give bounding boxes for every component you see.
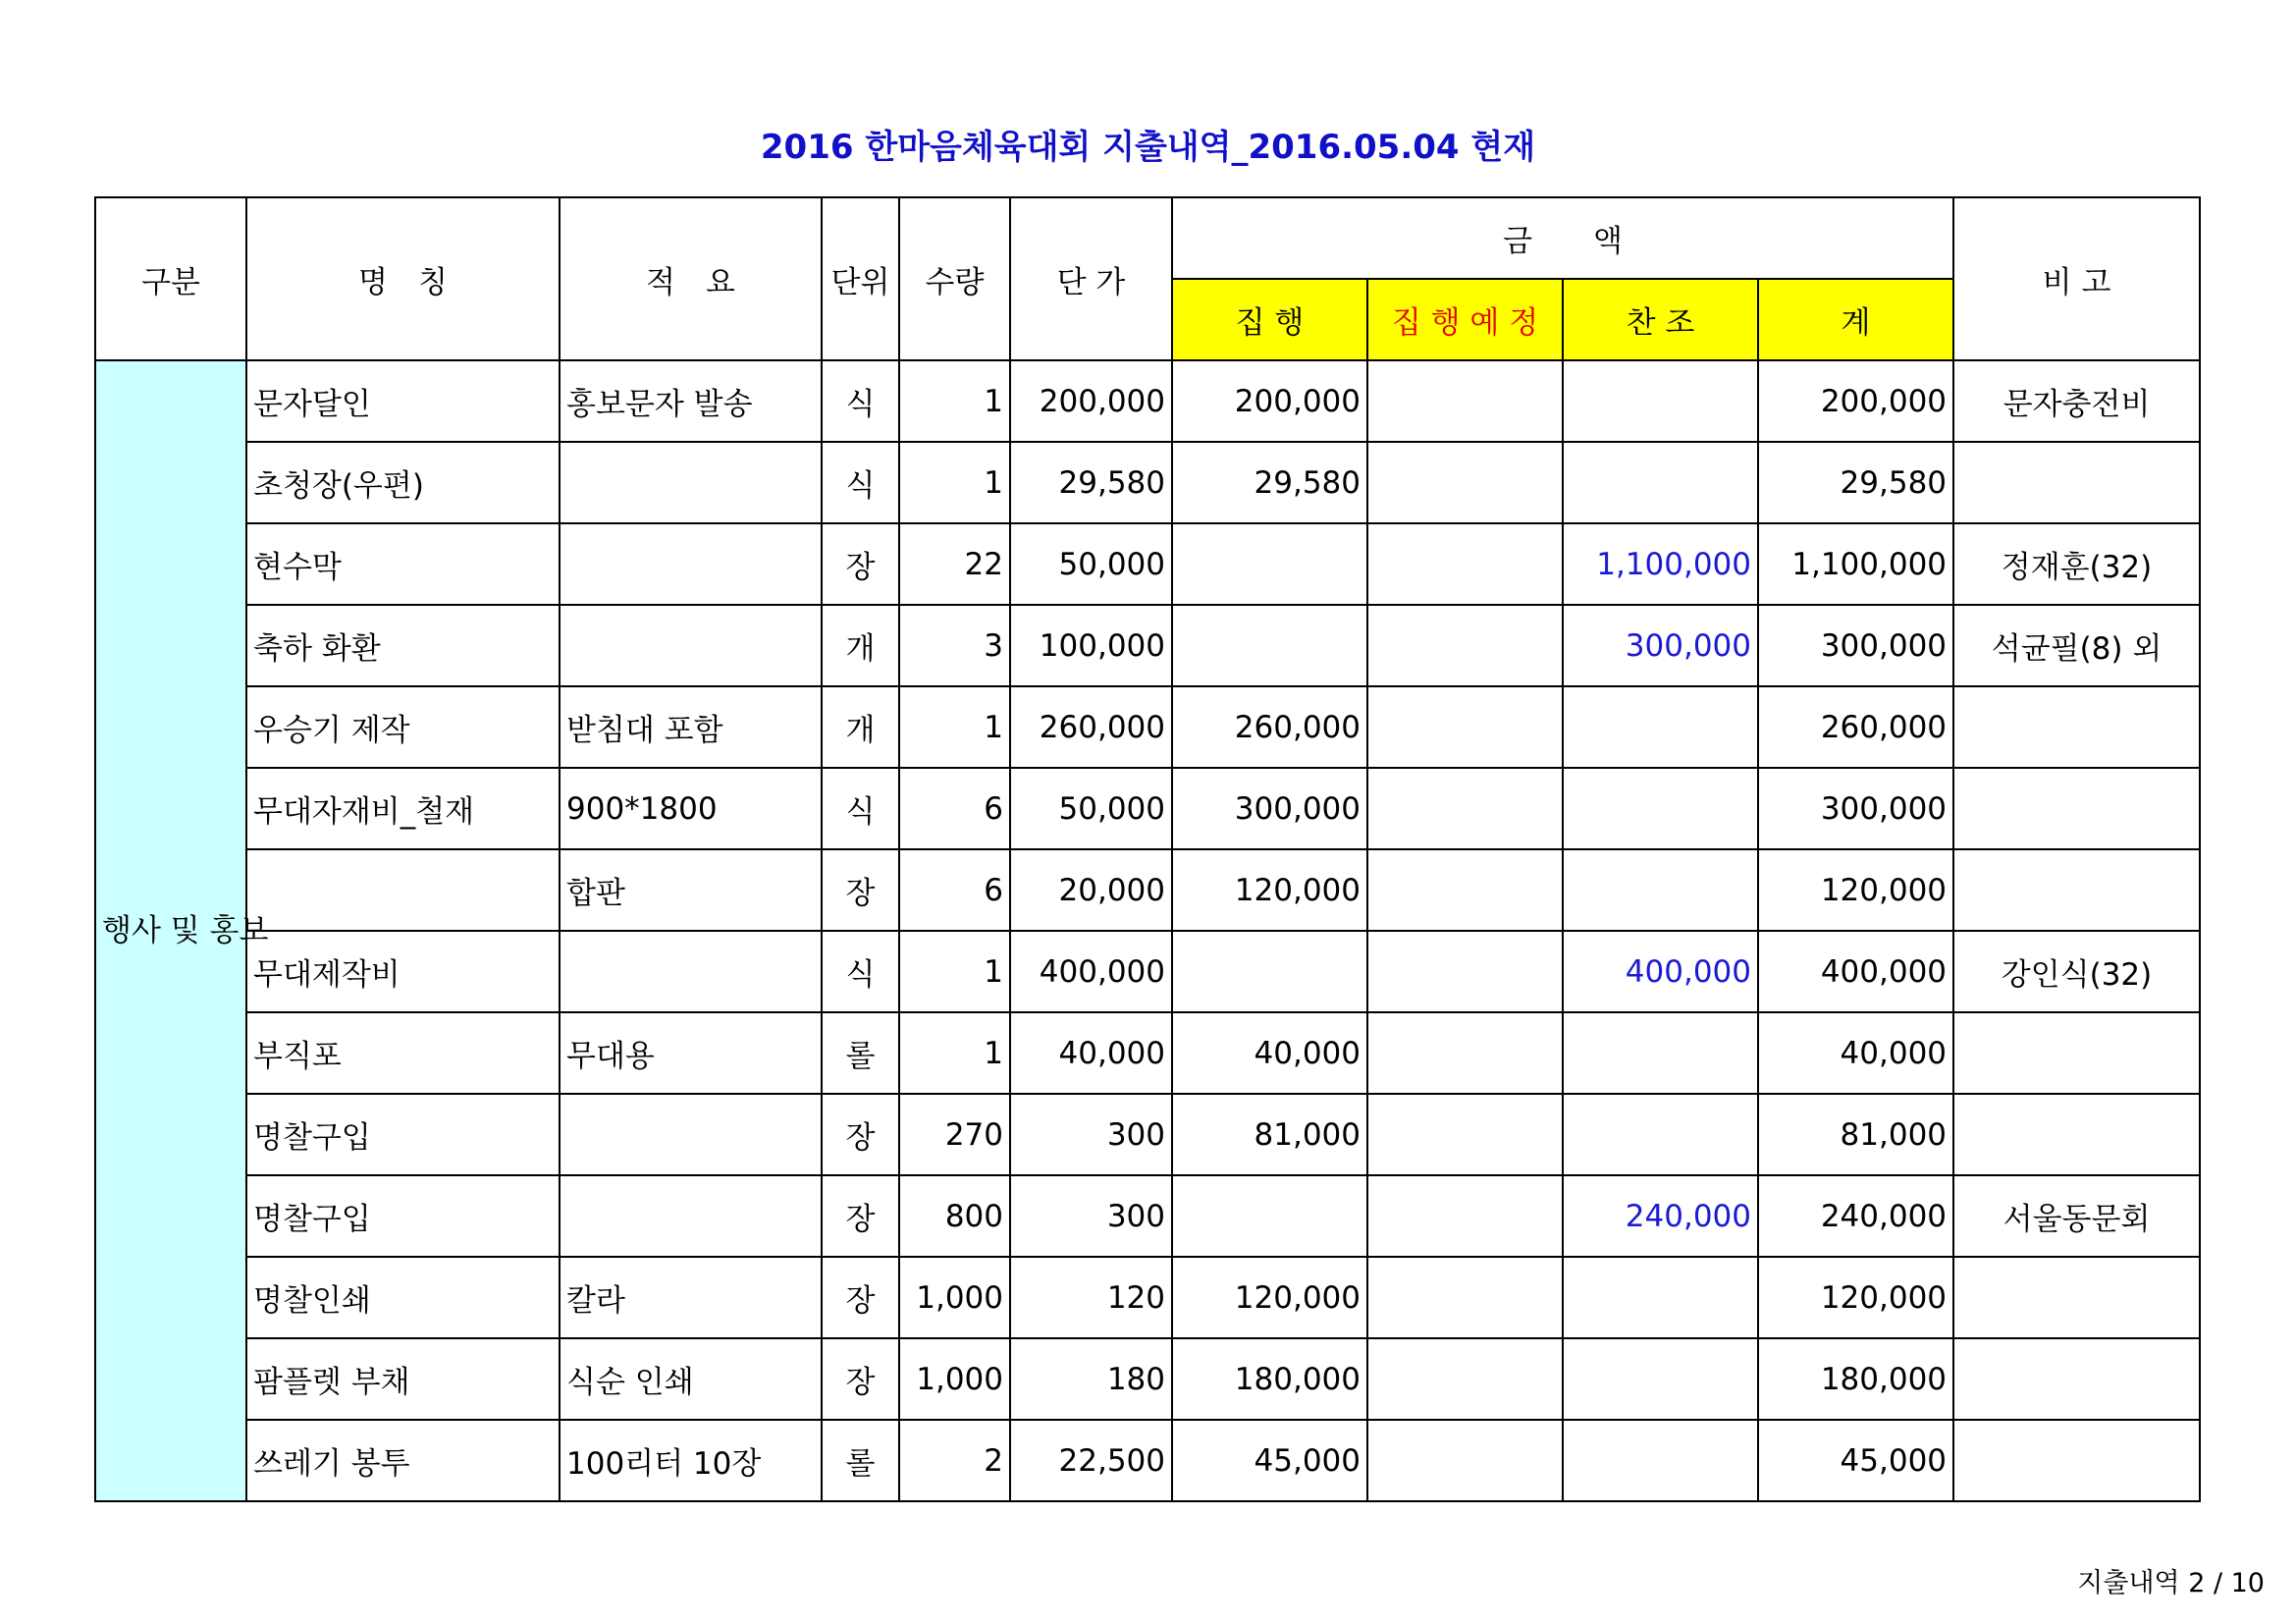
cell-price: 50,000 (1010, 523, 1172, 605)
cell-price: 22,500 (1010, 1420, 1172, 1501)
cell-total: 45,000 (1758, 1420, 1953, 1501)
cell-price: 200,000 (1010, 360, 1172, 442)
cell-qty: 1 (899, 442, 1010, 523)
cell-executed: 120,000 (1172, 849, 1367, 931)
cell-price: 400,000 (1010, 931, 1172, 1012)
cell-sponsor (1563, 849, 1758, 931)
cell-unit: 롤 (822, 1420, 899, 1501)
cell-planned (1367, 523, 1563, 605)
cell-name: 문자달인 (246, 360, 560, 442)
cell-price: 50,000 (1010, 768, 1172, 849)
cell-qty: 800 (899, 1175, 1010, 1257)
cell-planned (1367, 1094, 1563, 1175)
cell-name: 쓰레기 봉투 (246, 1420, 560, 1501)
cell-name: 현수막 (246, 523, 560, 605)
header-name: 명 칭 (246, 197, 560, 360)
cell-unit: 식 (822, 768, 899, 849)
cell-name: 초청장(우편) (246, 442, 560, 523)
cell-total: 40,000 (1758, 1012, 1953, 1094)
cell-sponsor (1563, 1094, 1758, 1175)
cell-remarks (1953, 768, 2200, 849)
cell-planned (1367, 360, 1563, 442)
cell-total: 120,000 (1758, 849, 1953, 931)
header-total: 계 (1758, 279, 1953, 360)
cell-unit: 장 (822, 1094, 899, 1175)
cell-unit: 장 (822, 849, 899, 931)
cell-executed: 45,000 (1172, 1420, 1367, 1501)
cell-remarks (1953, 686, 2200, 768)
cell-remarks: 강인식(32) (1953, 931, 2200, 1012)
cell-price: 29,580 (1010, 442, 1172, 523)
cell-unit: 개 (822, 605, 899, 686)
cell-sponsor (1563, 1338, 1758, 1420)
cell-sponsor (1563, 1257, 1758, 1338)
cell-summary (560, 442, 822, 523)
cell-remarks (1953, 442, 2200, 523)
cell-unit: 식 (822, 360, 899, 442)
cell-summary: 칼라 (560, 1257, 822, 1338)
cell-qty: 2 (899, 1420, 1010, 1501)
cell-planned (1367, 686, 1563, 768)
cell-summary (560, 1175, 822, 1257)
expense-table (94, 196, 2201, 1502)
cell-sponsor (1563, 686, 1758, 768)
cell-unit: 개 (822, 686, 899, 768)
cell-sponsor (1563, 1012, 1758, 1094)
cell-unit: 장 (822, 1338, 899, 1420)
cell-planned (1367, 1257, 1563, 1338)
cell-unit: 식 (822, 931, 899, 1012)
cell-remarks (1953, 849, 2200, 931)
cell-sponsor: 240,000 (1563, 1175, 1758, 1257)
cell-qty: 22 (899, 523, 1010, 605)
table-row (95, 849, 2200, 931)
cell-summary: 식순 인쇄 (560, 1338, 822, 1420)
page-title: 2016 한마음체육대회 지출내역_2016.05.04 현재 (760, 128, 1536, 167)
cell-price: 180 (1010, 1338, 1172, 1420)
header-amount: 금 액 (1172, 197, 1953, 279)
cell-unit: 장 (822, 523, 899, 605)
cell-remarks (1953, 1094, 2200, 1175)
cell-qty: 3 (899, 605, 1010, 686)
cell-summary (560, 523, 822, 605)
header-planned: 집 행 예 정 (1367, 279, 1563, 360)
header-category: 구분 (95, 197, 246, 360)
cell-qty: 1 (899, 931, 1010, 1012)
cell-sponsor: 400,000 (1563, 931, 1758, 1012)
cell-name: 부직포 (246, 1012, 560, 1094)
cell-price: 20,000 (1010, 849, 1172, 931)
cell-executed: 300,000 (1172, 768, 1367, 849)
header-unit: 단위 (822, 197, 899, 360)
cell-total: 1,100,000 (1758, 523, 1953, 605)
cell-name: 무대제작비 (246, 931, 560, 1012)
cell-price: 300 (1010, 1175, 1172, 1257)
cell-executed (1172, 523, 1367, 605)
category-cell: 행사 및 홍보 (95, 360, 246, 1501)
table-row (95, 523, 2200, 605)
table-row (95, 1094, 2200, 1175)
cell-summary (560, 605, 822, 686)
cell-total: 81,000 (1758, 1094, 1953, 1175)
table-row (95, 686, 2200, 768)
cell-planned (1367, 605, 1563, 686)
table-row (95, 1420, 2200, 1501)
cell-name: 명찰구입 (246, 1175, 560, 1257)
cell-name: 축하 화환 (246, 605, 560, 686)
cell-total: 200,000 (1758, 360, 1953, 442)
cell-qty: 1 (899, 360, 1010, 442)
cell-total: 300,000 (1758, 605, 1953, 686)
cell-planned (1367, 1012, 1563, 1094)
table-row (95, 1338, 2200, 1420)
cell-planned (1367, 442, 1563, 523)
cell-sponsor (1563, 360, 1758, 442)
cell-executed: 29,580 (1172, 442, 1367, 523)
table-row (95, 1175, 2200, 1257)
cell-summary (560, 1094, 822, 1175)
cell-sponsor: 300,000 (1563, 605, 1758, 686)
cell-planned (1367, 849, 1563, 931)
cell-name: 무대자재비_철재 (246, 768, 560, 849)
cell-remarks: 서울동문회 (1953, 1175, 2200, 1257)
cell-price: 100,000 (1010, 605, 1172, 686)
table-row (95, 931, 2200, 1012)
cell-remarks (1953, 1420, 2200, 1501)
cell-total: 260,000 (1758, 686, 1953, 768)
cell-remarks: 문자충전비 (1953, 360, 2200, 442)
table-row (95, 360, 2200, 442)
table-row (95, 605, 2200, 686)
cell-executed: 81,000 (1172, 1094, 1367, 1175)
header-summary: 적 요 (560, 197, 822, 360)
cell-remarks (1953, 1012, 2200, 1094)
cell-executed: 200,000 (1172, 360, 1367, 442)
cell-qty: 6 (899, 768, 1010, 849)
table-row (95, 1257, 2200, 1338)
cell-remarks (1953, 1338, 2200, 1420)
cell-total: 29,580 (1758, 442, 1953, 523)
cell-unit: 식 (822, 442, 899, 523)
cell-unit: 장 (822, 1175, 899, 1257)
cell-price: 120 (1010, 1257, 1172, 1338)
cell-summary: 받침대 포함 (560, 686, 822, 768)
cell-summary (560, 931, 822, 1012)
cell-executed (1172, 931, 1367, 1012)
header-price: 단 가 (1010, 197, 1172, 360)
cell-unit: 장 (822, 1257, 899, 1338)
cell-total: 300,000 (1758, 768, 1953, 849)
table-row (95, 442, 2200, 523)
cell-summary: 100리터 10장 (560, 1420, 822, 1501)
cell-name: 팜플렛 부채 (246, 1338, 560, 1420)
cell-executed: 260,000 (1172, 686, 1367, 768)
cell-planned (1367, 1338, 1563, 1420)
cell-planned (1367, 1175, 1563, 1257)
cell-total: 120,000 (1758, 1257, 1953, 1338)
cell-remarks: 석균필(8) 외 (1953, 605, 2200, 686)
cell-qty: 270 (899, 1094, 1010, 1175)
cell-name: 명찰인쇄 (246, 1257, 560, 1338)
cell-sponsor (1563, 768, 1758, 849)
cell-remarks (1953, 1257, 2200, 1338)
header-sponsor: 찬 조 (1563, 279, 1758, 360)
cell-executed: 180,000 (1172, 1338, 1367, 1420)
cell-summary: 900*1800 (560, 768, 822, 849)
cell-sponsor (1563, 442, 1758, 523)
cell-total: 240,000 (1758, 1175, 1953, 1257)
cell-name: 우승기 제작 (246, 686, 560, 768)
cell-summary: 합판 (560, 849, 822, 931)
cell-executed: 40,000 (1172, 1012, 1367, 1094)
table-row (95, 1012, 2200, 1094)
cell-name: 명찰구입 (246, 1094, 560, 1175)
cell-summary: 홍보문자 발송 (560, 360, 822, 442)
cell-name (246, 849, 560, 931)
cell-executed: 120,000 (1172, 1257, 1367, 1338)
cell-qty: 6 (899, 849, 1010, 931)
cell-sponsor (1563, 1420, 1758, 1501)
cell-qty: 1 (899, 1012, 1010, 1094)
header-remarks: 비 고 (1953, 197, 2200, 360)
cell-executed (1172, 605, 1367, 686)
cell-planned (1367, 768, 1563, 849)
page-footer: 지출내역 2 / 10 (2077, 1568, 2265, 1598)
cell-qty: 1,000 (899, 1257, 1010, 1338)
cell-planned (1367, 931, 1563, 1012)
table-row (95, 768, 2200, 849)
cell-qty: 1,000 (899, 1338, 1010, 1420)
cell-summary: 무대용 (560, 1012, 822, 1094)
cell-price: 40,000 (1010, 1012, 1172, 1094)
cell-price: 300 (1010, 1094, 1172, 1175)
cell-qty: 1 (899, 686, 1010, 768)
cell-sponsor: 1,100,000 (1563, 523, 1758, 605)
cell-price: 260,000 (1010, 686, 1172, 768)
cell-remarks: 정재훈(32) (1953, 523, 2200, 605)
cell-total: 180,000 (1758, 1338, 1953, 1420)
cell-planned (1367, 1420, 1563, 1501)
header-qty: 수량 (899, 197, 1010, 360)
cell-executed (1172, 1175, 1367, 1257)
cell-unit: 롤 (822, 1012, 899, 1094)
header-executed: 집 행 (1172, 279, 1367, 360)
cell-total: 400,000 (1758, 931, 1953, 1012)
